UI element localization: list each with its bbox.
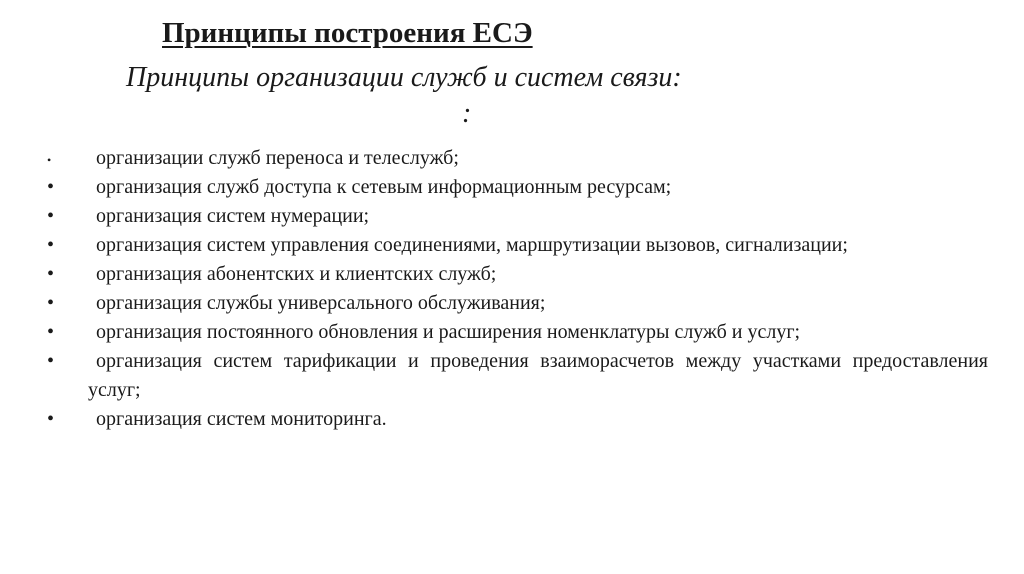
list-item (47, 318, 988, 347)
bullet-icon: • (47, 176, 55, 198)
bullet-icon: • (47, 292, 55, 314)
list-item-text: организация систем тарификации и проведения взаиморасчетов между участками предоставления услуг; (88, 350, 988, 401)
bullet-icon: • (47, 263, 55, 285)
list-item (47, 231, 988, 260)
list-item-text: организация абонентских и клиентских служб; (96, 263, 497, 285)
list-item (47, 405, 988, 434)
bullet-icon: • (47, 234, 55, 256)
list-item-text: организация службы универсального обслуживания; (96, 292, 546, 314)
list-item-text: организация систем управления соединениями, маршрутизации вызовов, сигнализации; (96, 234, 848, 256)
slide-title: Принципы построения ЕСЭ (162, 17, 533, 49)
bullet-icon: • (47, 350, 55, 372)
list-item-text: организация постоянного обновления и расширения номенклатуры служб и услуг; (96, 321, 801, 343)
list-item-text: организация систем нумерации; (96, 205, 370, 227)
list-item (47, 144, 988, 173)
list-item (47, 260, 988, 289)
list-item-text: организации служб переноса и телеслужб; (96, 147, 459, 169)
list-item-text: организация систем мониторинга. (96, 408, 387, 430)
list-item-text: организация служб доступа к сетевым информационным ресурсам; (96, 176, 672, 198)
list-item (47, 202, 988, 231)
list-item (47, 289, 988, 318)
bullet-icon: • (47, 408, 55, 430)
bullet-icon: • (47, 205, 55, 227)
bullet-icon: • (47, 153, 52, 167)
list-item (47, 347, 988, 405)
list-item (47, 173, 988, 202)
slide-subtitle: Принципы организации служб и систем связи: (126, 62, 682, 93)
subtitle-colon: : (462, 98, 472, 129)
principles-list (0, 144, 1024, 434)
bullet-icon: • (47, 321, 55, 343)
